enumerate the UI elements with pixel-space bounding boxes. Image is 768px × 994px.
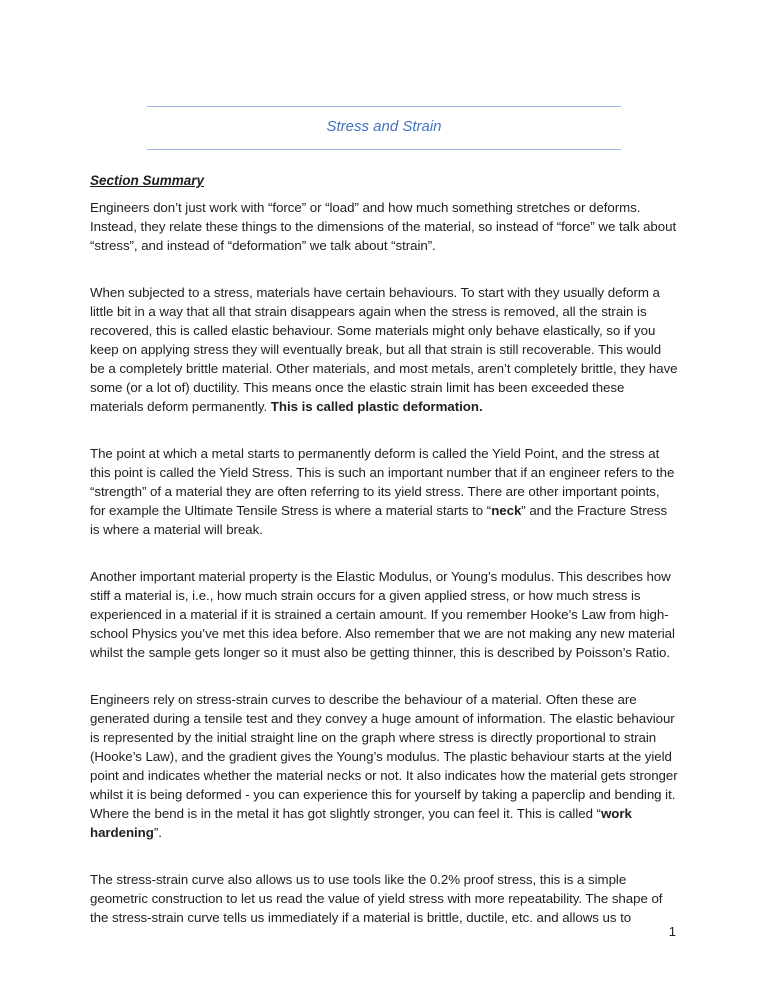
- page-number: 1: [668, 924, 676, 939]
- text-run: ” and the Fracture Stress is where a material will break.: [90, 503, 668, 537]
- text-run: When subjected to a stress, materials have certain behaviours. To start with they usually deform a little bit in a way that all that strain disappears again when the stress is removed, all the strain is recovered, this is called elastic behaviour. Some materials might only behave elastically, so if you keep on applying stress they will eventually break, but all that strain is still recoverable. This would be a completely brittle material. Other materials, and most metals, aren’t completely brittle, they have some (or a lot of) ductility. This means once the elastic strain limit has been exceeded these materials deform permanently.: [90, 285, 678, 414]
- paragraph-elastic-modulus: [90, 567, 678, 662]
- section-heading: Section Summary: [90, 173, 205, 188]
- text-run: Another important material property is the Elastic Modulus, or Young’s modulus. This describes how stiff a material is, i.e., how much strain occurs for a given applied stress, or how much stress is experienced in a material if it is strained a certain amount. If you remember Hooke’s Law from high-school Physics you’ve met this idea before. Also remember that we are not making any new material whilst the sample gets longer so it must also be getting thinner, this is described by Poisson’s Ratio.: [90, 569, 675, 660]
- document-body: [90, 198, 678, 927]
- bold-text-run: neck: [491, 503, 522, 518]
- paragraph-stress-strain-curves: [90, 690, 678, 842]
- text-run: The point at which a metal starts to permanently deform is called the Yield Point, and the stress at this point is called the Yield Stress. This is such an important number that if an engineer refers to the “strength” of a material they are often referring to its yield stress. There are other important points, for example the Ultimate Tensile Stress is where a material starts to “: [90, 446, 675, 518]
- text-run: Engineers rely on stress-strain curves to describe the behaviour of a material. Often these are generated during a tensile test and they convey a huge amount of information. The elastic behaviour is represented by the initial straight line on the graph where stress is directly proportional to strain (Hooke’s Law), and the gradient gives the Young’s modulus. The plastic behaviour starts at the yield point and indicates whether the material necks or not. It also indicates how the material gets stronger whilst it is being deformed - you can experience this for yourself by taking a paperclip and bending it. Where the bend is in the metal it has got slightly stronger, you can feel it. This is called “: [90, 692, 678, 821]
- text-run: The stress-strain curve also allows us to use tools like the 0.2% proof stress, this is a simple geometric construction to let us read the value of yield stress with more repeatability. The shape of the stress-strain curve tells us immediately if a material is brittle, ductile, etc. and allows us to: [90, 872, 663, 925]
- paragraph-intro-stress-strain: [90, 198, 678, 255]
- bold-text-run: This is called plastic deformation.: [270, 399, 483, 414]
- text-run: ”.: [153, 825, 162, 840]
- paragraph-elastic-plastic-behaviour: [90, 283, 678, 416]
- document-content: [90, 0, 678, 955]
- text-run: Engineers don’t just work with “force” or “load” and how much something stretches or deforms. Instead, they relate these things to the dimensions of the material, so instead of “force” we talk about “stress”, and instead of “deformation” we talk about “strain”.: [90, 200, 677, 253]
- document-title: Stress and Strain: [326, 118, 442, 135]
- document-title-block: [147, 106, 621, 150]
- paragraph-yield-point: [90, 444, 678, 539]
- paragraph-proof-stress: [90, 870, 678, 927]
- bold-text-run: work hardening: [90, 806, 632, 840]
